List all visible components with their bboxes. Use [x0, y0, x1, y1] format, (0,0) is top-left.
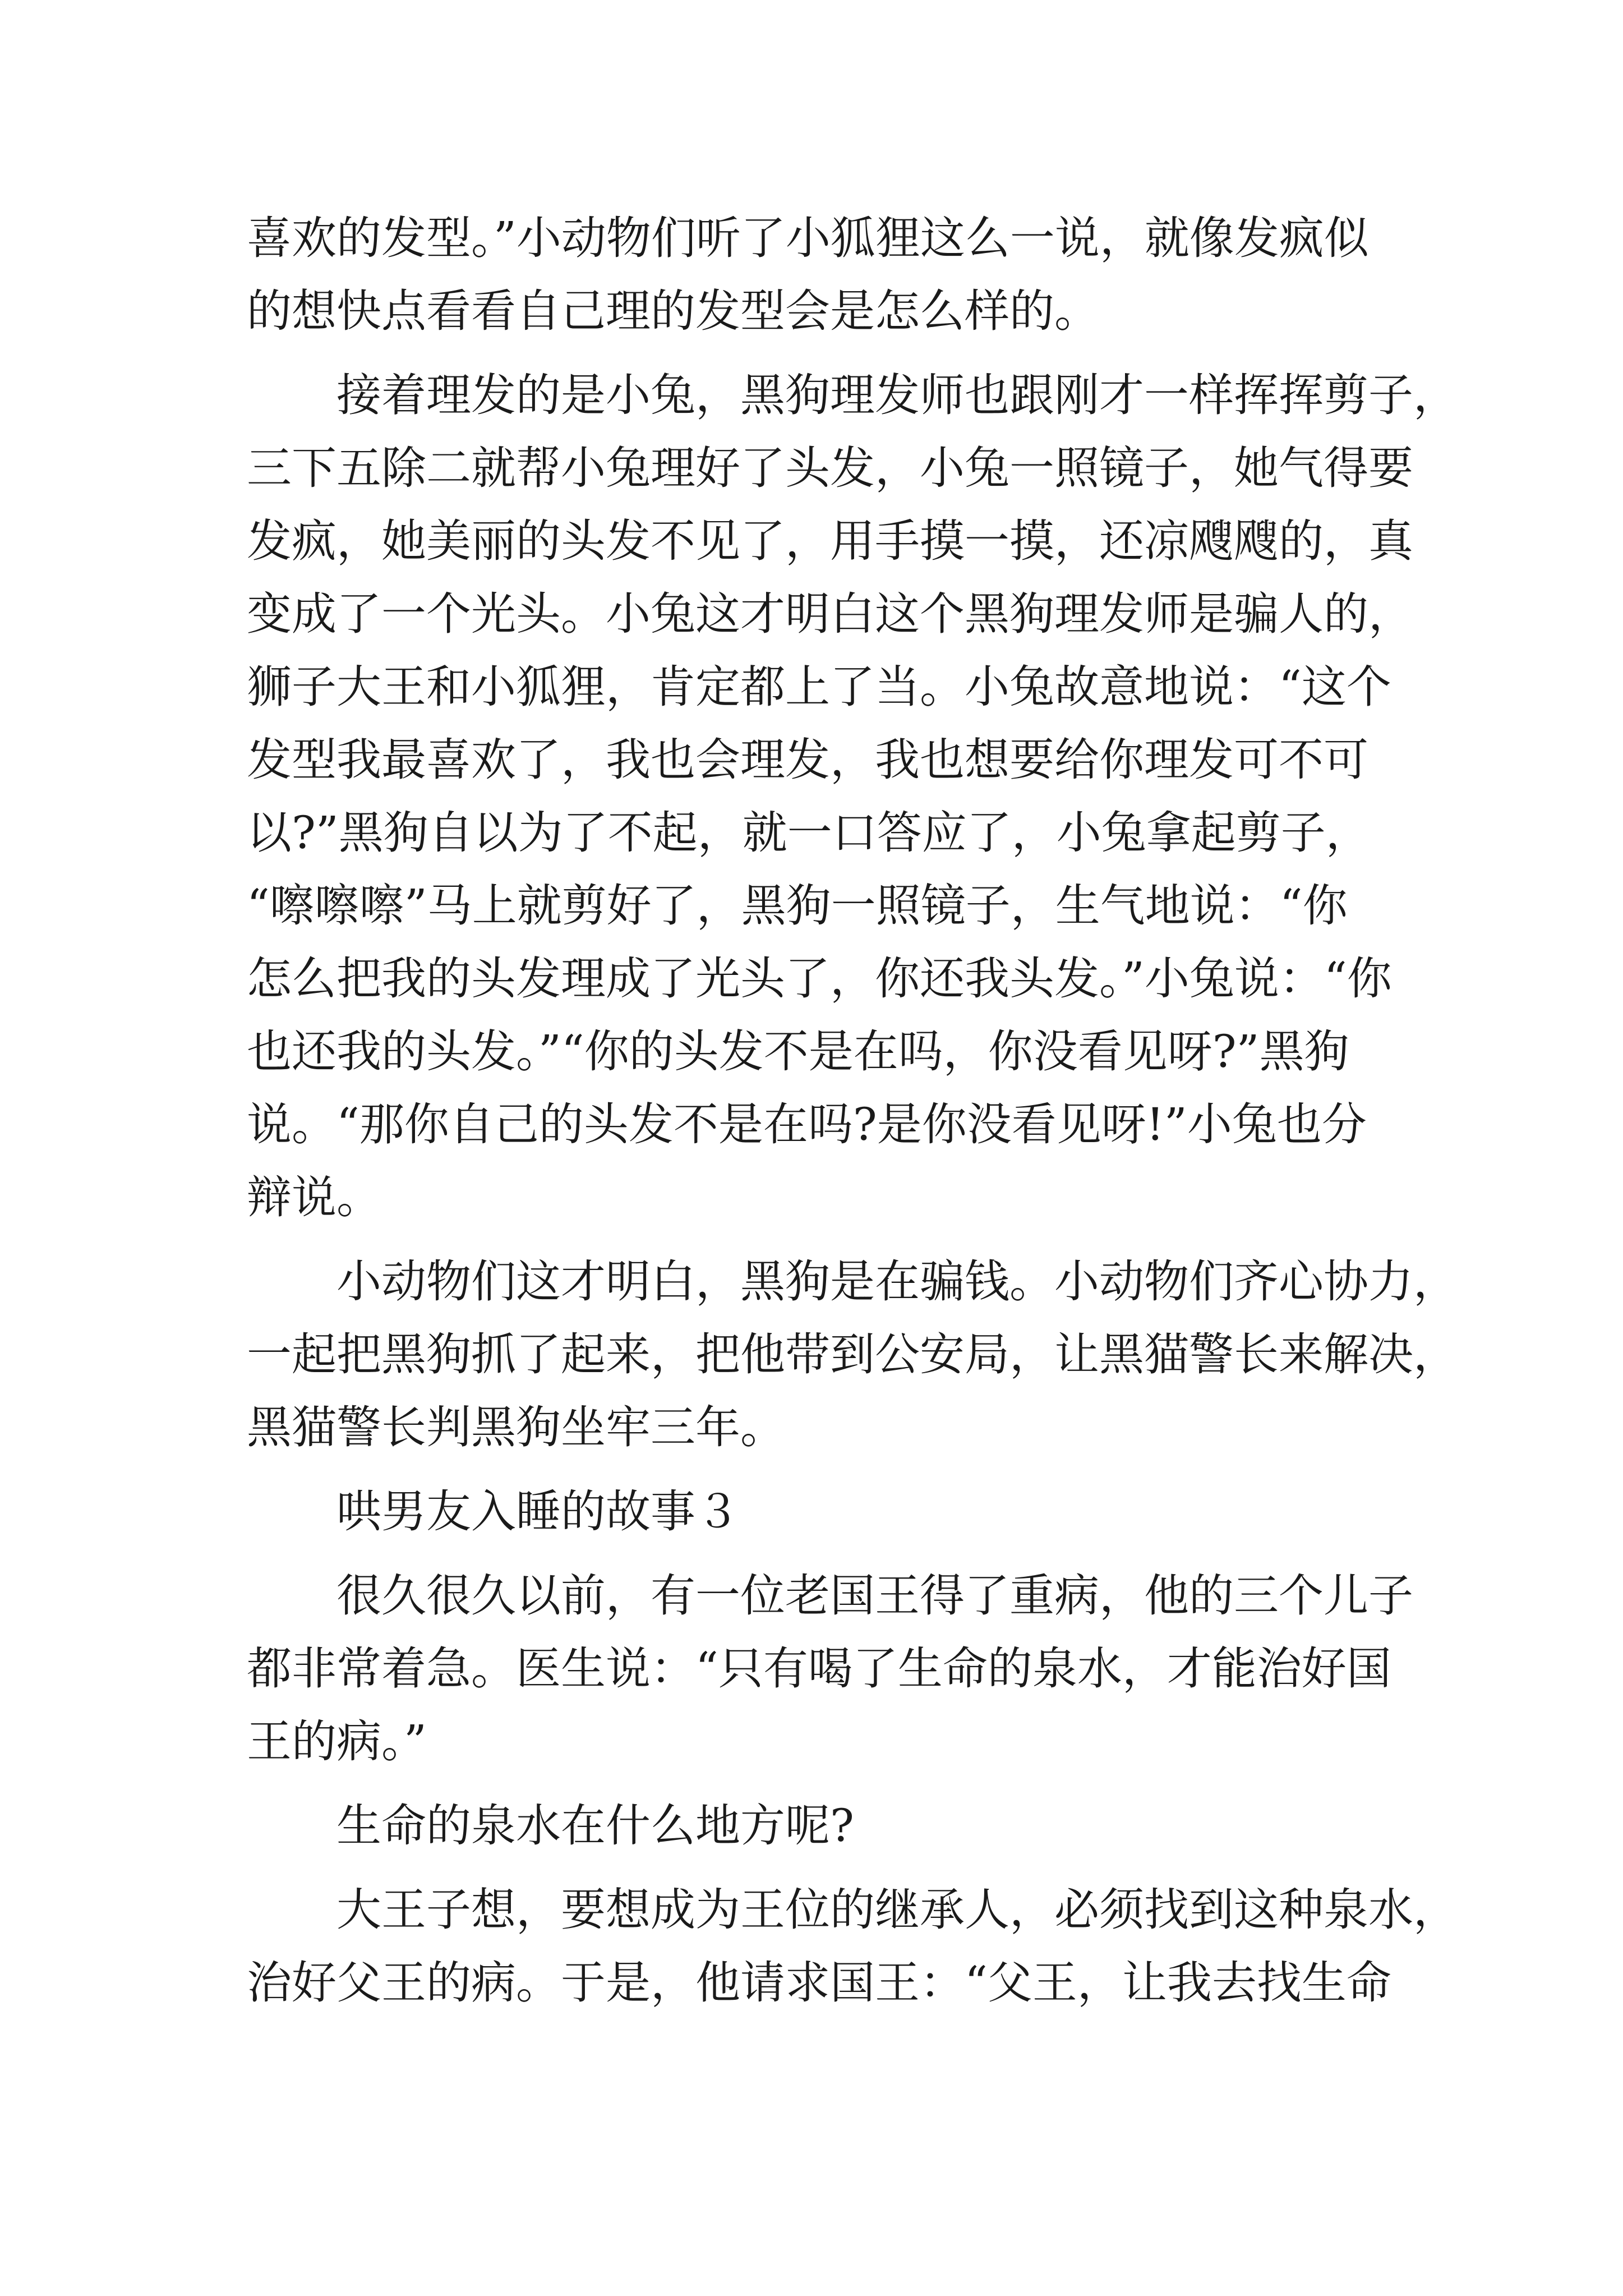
paragraph-start-line: 生命的泉水在什么地方呢?: [336, 1800, 854, 1852]
paragraph-start-line: 接着理发的是小兔，黑狗理发师也跟刚才一样挥挥剪子，: [336, 369, 1458, 421]
text-line: 说。“那你自己的头发不是在吗?是你没看见呀!”小兔也分: [247, 1098, 1367, 1151]
paragraph-start-line: 小动物们这才明白，黑狗是在骗钱。小动物们齐心协力，: [336, 1255, 1458, 1308]
text-line: 狮子大王和小狐狸，肯定都上了当。小兔故意地说：“这个: [247, 661, 1391, 713]
text-line: “嚓嚓嚓”马上就剪好了，黑狗一照镜子，生气地说：“你: [247, 880, 1348, 932]
text-line: 一起把黑狗抓了起来，把他带到公安局，让黑猫警长来解决，: [247, 1328, 1458, 1381]
section-heading: 哄男友入睡的故事３: [336, 1485, 740, 1538]
text-line: 辩说。: [247, 1171, 381, 1223]
paragraph-start-line: 大王子想，要想成为王位的继承人，必须找到这种泉水，: [336, 1884, 1458, 1936]
text-line: 都非常着急。医生说：“只有喝了生命的泉水，才能治好国: [247, 1642, 1391, 1695]
text-line: 发疯，她美丽的头发不见了，用手摸一摸，还凉飕飕的，真: [247, 515, 1413, 567]
text-line: 治好父王的病。于是，他请求国王：“父王，让我去找生命: [247, 1957, 1391, 2009]
text-line: 喜欢的发型。”小动物们听了小狐狸这么一说，就像发疯似: [247, 212, 1369, 264]
text-line: 黑猫警长判黑狗坐牢三年。: [247, 1401, 785, 1453]
text-line: 以?”黑狗自以为了不起，就一口答应了，小兔拿起剪子，: [247, 807, 1371, 859]
text-line: 三下五除二就帮小兔理好了头发，小兔一照镜子，她气得要: [247, 442, 1413, 494]
text-line: 王的病。”: [247, 1715, 427, 1768]
text-line: 也还我的头发。”“你的头发不是在吗，你没看见呀?”黑狗: [247, 1025, 1349, 1078]
text-line: 怎么把我的头发理成了光头了，你还我头发。”小兔说：“你: [247, 953, 1392, 1005]
text-line: 的想快点看看自己理的发型会是怎么样的。: [247, 285, 1099, 337]
text-line: 发型我最喜欢了，我也会理发，我也想要给你理发可不可: [247, 734, 1368, 786]
text-line: 变成了一个光头。小兔这才明白这个黑狗理发师是骗人的，: [247, 588, 1413, 640]
paragraph-start-line: 很久很久以前，有一位老国王得了重病，他的三个儿子: [336, 1570, 1413, 1622]
